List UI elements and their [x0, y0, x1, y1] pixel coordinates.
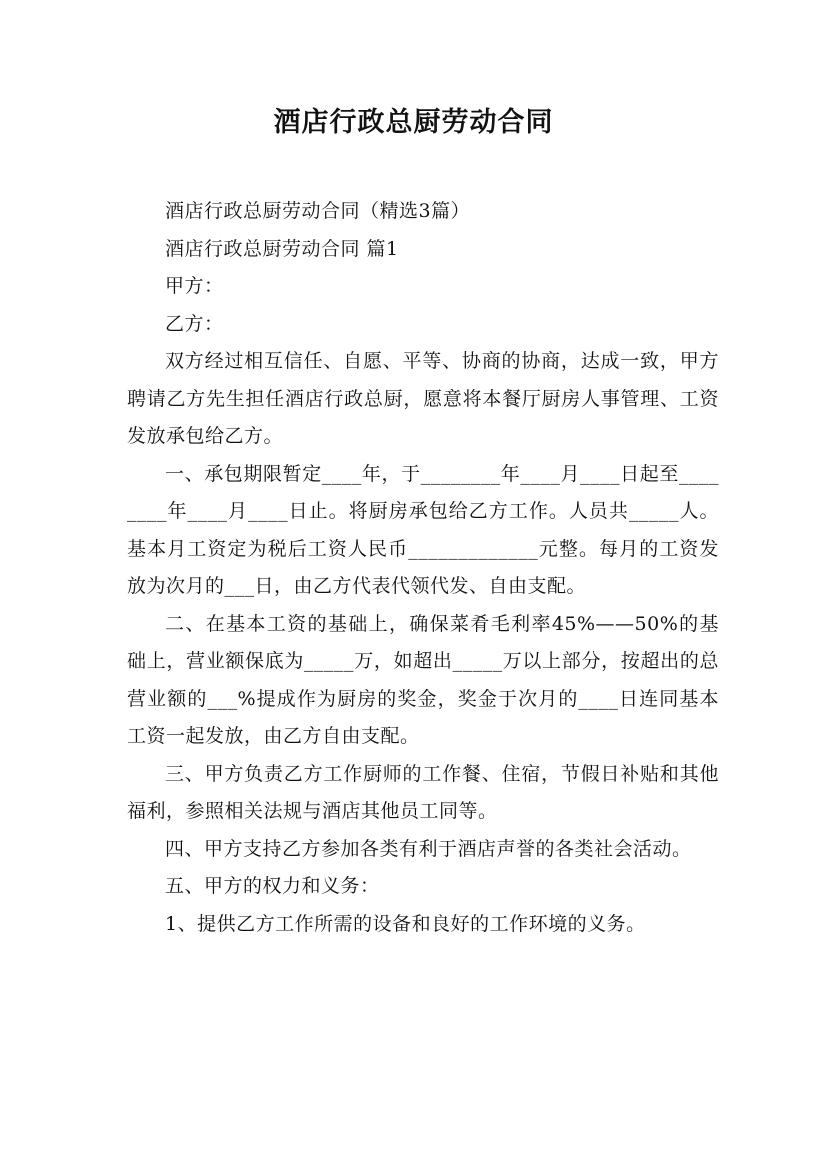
paragraph-subtitle: 酒店行政总厨劳动合同（精选3篇） [165, 200, 471, 222]
document-title: 酒店行政总厨劳动合同 [273, 107, 554, 138]
paragraph-clause-1: 一、承包期限暂定____年，于________年____月____日起至________年____月____日止。将厨房承包给乙方工作。人员共_____人。基本月工资定为税后工资人民币_____________元整。每月的工资发放为次月的___日，由乙方代表代领代发、自由支配。 [127, 462, 719, 597]
paragraph-clause-4: 四、甲方支持乙方参加各类有利于酒店声誉的各类社会活动。 [165, 837, 692, 860]
paragraph-party-a: 甲方： [165, 275, 224, 297]
document-body [127, 193, 719, 943]
paragraph-clause-5: 五、甲方的权力和义务： [165, 875, 380, 897]
paragraph-party-b: 乙方： [165, 312, 224, 335]
paragraph-clause-5-item-1: 1、提供乙方工作所需的设备和良好的工作环境的义务。 [165, 912, 646, 935]
paragraph-intro: 双方经过相互信任、自愿、平等、协商的协商，达成一致，甲方聘请乙方先生担任酒店行政总厨，愿意将本餐厅厨房人事管理、工资发放承包给乙方。 [127, 350, 719, 447]
paragraph-clause-3: 三、甲方负责乙方工作厨师的工作餐、住宿，节假日补贴和其他福利，参照相关法规与酒店其他员工同等。 [127, 762, 719, 822]
paragraph-section-heading: 酒店行政总厨劳动合同 篇1 [165, 237, 399, 260]
paragraph-clause-2: 二、在基本工资的基础上，确保菜肴毛利率45%——50%的基础上，营业额保底为_____万，如超出_____万以上部分，按超出的总营业额的___%提成作为厨房的奖金，奖金于次月的____日连同基本工资一起发放，由乙方自由支配。 [127, 612, 719, 747]
